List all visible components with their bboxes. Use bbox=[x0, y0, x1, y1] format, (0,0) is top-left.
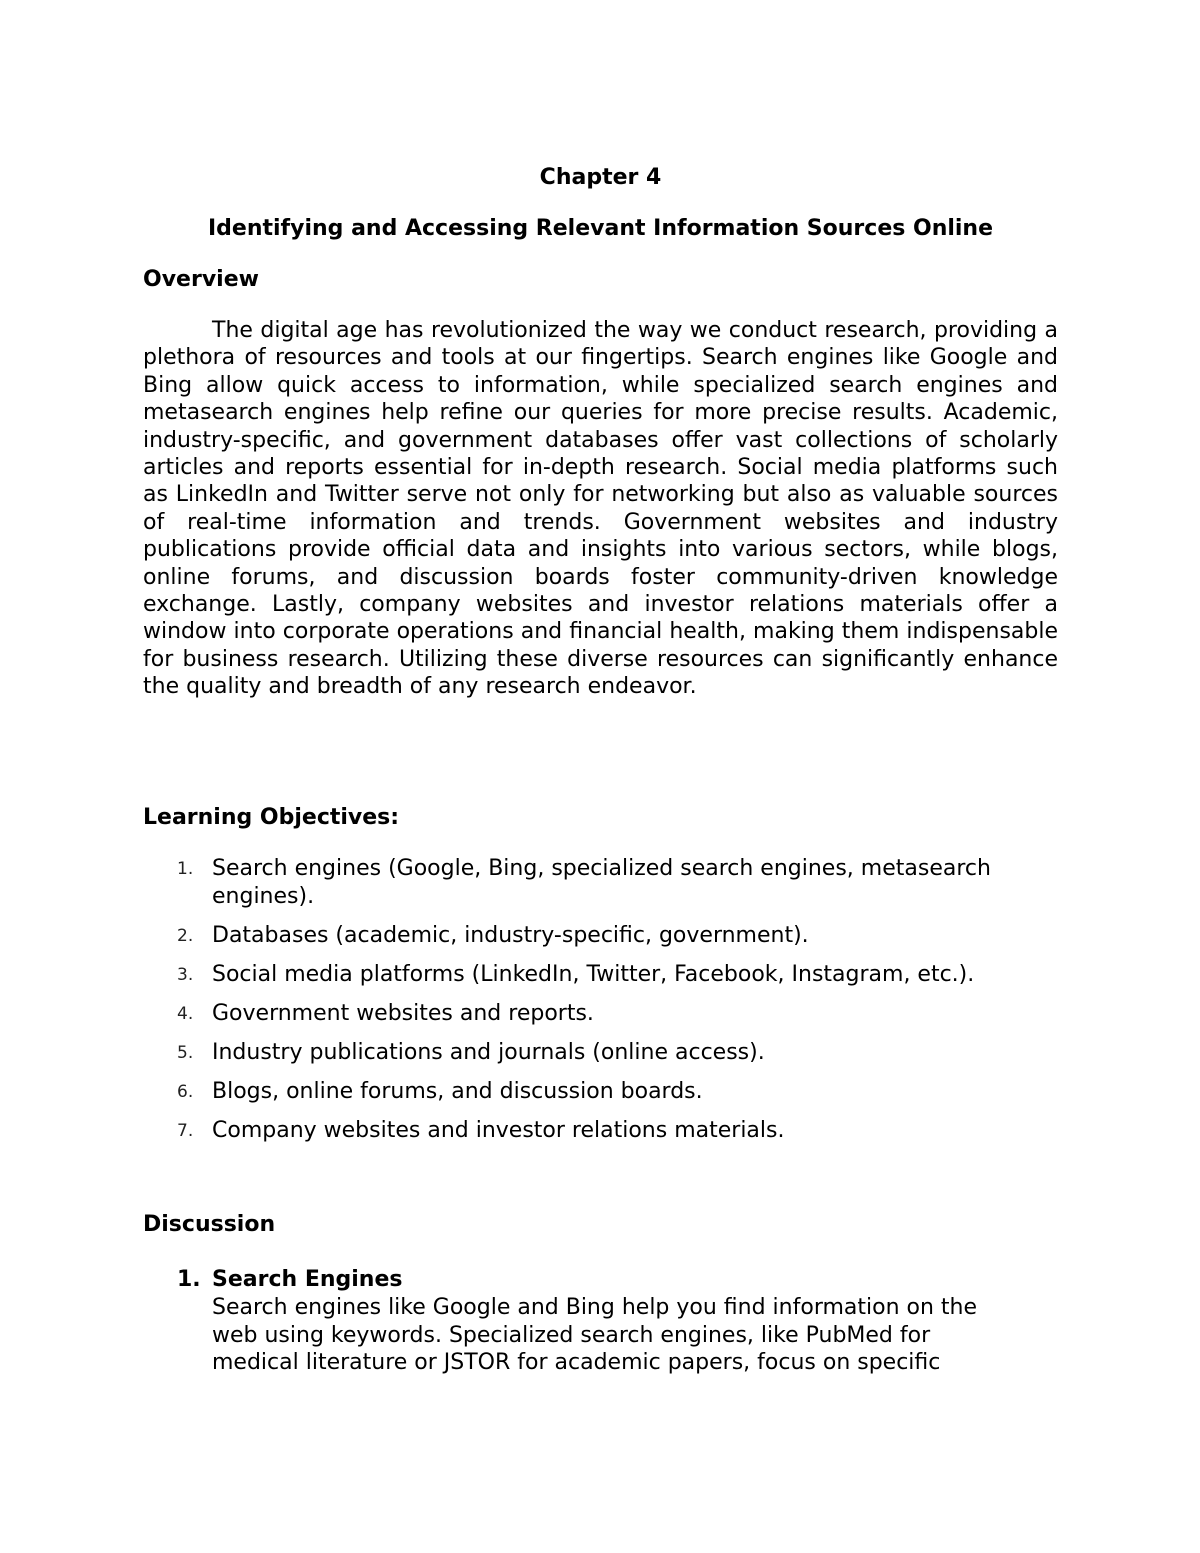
objective-number: 2. bbox=[177, 926, 194, 946]
objective-item bbox=[143, 1000, 1058, 1028]
objective-item bbox=[143, 1117, 1058, 1145]
learning-objectives-list bbox=[143, 855, 1058, 1156]
objective-text: Industry publications and journals (online access). bbox=[212, 1040, 765, 1065]
objective-number: 1. bbox=[177, 859, 194, 879]
chapter-title: Identifying and Accessing Relevant Information Sources Online bbox=[207, 216, 994, 241]
objective-number: 3. bbox=[177, 965, 194, 985]
objective-item bbox=[143, 922, 1058, 950]
objective-item bbox=[143, 1078, 1058, 1106]
objective-item bbox=[143, 855, 1058, 911]
discussion-item-number: 1. bbox=[177, 1267, 201, 1292]
discussion-heading: Discussion bbox=[143, 1212, 276, 1237]
objective-text: Blogs, online forums, and discussion boards. bbox=[212, 1079, 703, 1104]
objective-text: Social media platforms (LinkedIn, Twitter, Facebook, Instagram, etc.). bbox=[212, 962, 975, 987]
learning-objectives-heading: Learning Objectives: bbox=[143, 805, 400, 830]
document-page bbox=[143, 0, 1058, 1553]
objective-text: Search engines (Google, Bing, specialized search engines, metasearch engines). bbox=[212, 856, 991, 909]
overview-paragraph: The digital age has revolutionized the way we conduct research, providing a plethora of resources and tools at our fingertips. Search engines like Google and Bing allow quick access to information, while specialized search engines and metasearch engines help refine our queries for more precise results. Academic, industry-specific, and government databases offer vast collections of scholarly articles and reports essential for in-depth research. Social media platforms such as LinkedIn and Twitter serve not only for networking but also as valuable sources of real-time information and trends. Government websites and industry publications provide official data and insights into various sectors, while blogs, online forums, and discussion boards foster community-driven knowledge exchange. Lastly, company websites and investor relations materials offer a window into corporate operations and financial health, making them indispensable for business research. Utilizing these diverse resources can significantly enhance the quality and breadth of any research endeavor. bbox=[143, 318, 1058, 700]
overview-heading: Overview bbox=[143, 267, 259, 292]
objective-number: 5. bbox=[177, 1043, 194, 1063]
objective-number: 6. bbox=[177, 1082, 194, 1102]
discussion-item-title bbox=[143, 1266, 1058, 1294]
objective-text: Government websites and reports. bbox=[212, 1001, 594, 1026]
objective-item bbox=[143, 961, 1058, 989]
discussion-item bbox=[143, 1266, 1058, 1377]
chapter-label: Chapter 4 bbox=[539, 165, 662, 190]
objective-number: 7. bbox=[177, 1121, 194, 1141]
objective-text: Databases (academic, industry-specific, government). bbox=[212, 923, 809, 948]
discussion-item-text: Search engines like Google and Bing help you find information on the web using keywords. Specialized search engines, like PubMed for medical literature or JSTOR for academic papers, focus on specific bbox=[212, 1295, 978, 1376]
objective-number: 4. bbox=[177, 1004, 194, 1024]
objective-text: Company websites and investor relations materials. bbox=[212, 1118, 785, 1143]
discussion-item-title-text: Search Engines bbox=[212, 1267, 403, 1292]
objective-item bbox=[143, 1039, 1058, 1067]
